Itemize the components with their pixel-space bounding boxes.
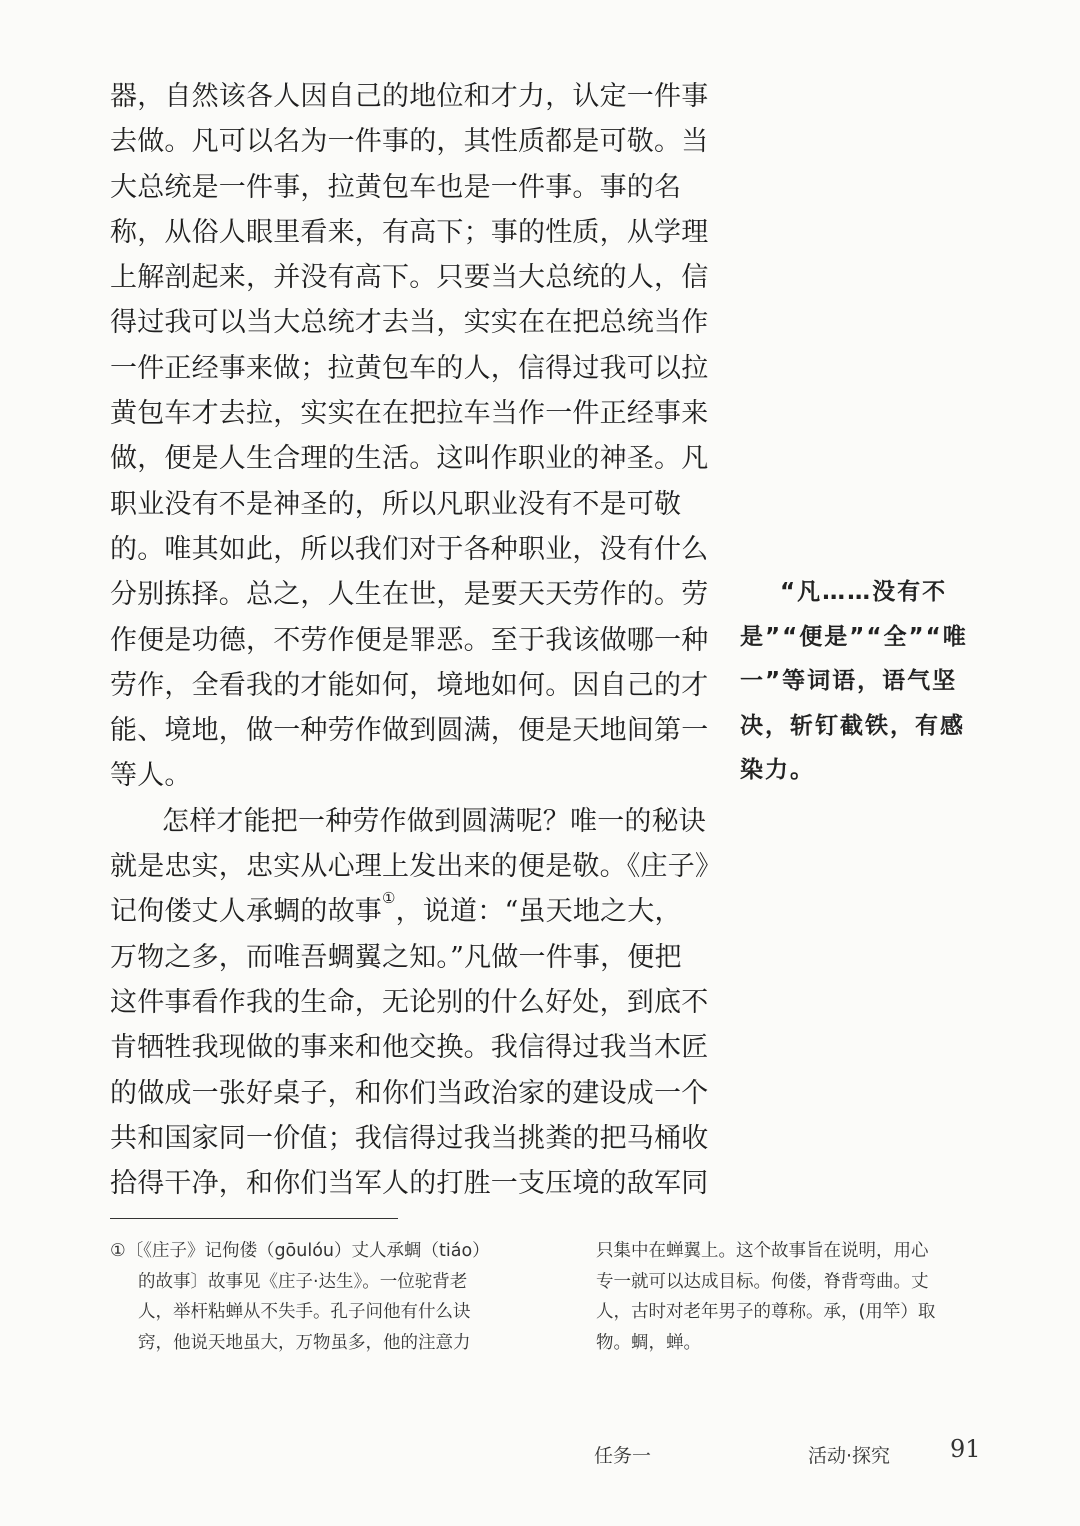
footnote-line: 人，举杆粘蝉从不失手。孔子问他有什么诀	[138, 1302, 471, 1322]
annotation-line: 决，斩钉截铁，有感	[740, 712, 965, 739]
text-line: 这件事看作我的生命，无论别的什么好处，到底不	[110, 986, 709, 1018]
annotation-line: 染力。	[740, 757, 815, 783]
text-line: 做，便是人生合理的生活。这叫作职业的神圣。凡	[110, 443, 709, 475]
text-line: 的。唯其如此，所以我们对于各种职业，没有什么	[110, 533, 709, 565]
text-line: 大总统是一件事，拉黄包车也是一件事。事的名	[110, 171, 682, 203]
footnote-right-column	[596, 1236, 976, 1358]
footnote-line: ①〔《庄子》记佝偻（gōulóu）丈人承蜩（tiáo）	[110, 1241, 490, 1261]
text-line-with-footnote	[110, 889, 682, 934]
footnote-line: 物。蜩，蝉。	[596, 1332, 701, 1353]
footer-task-label: 任务一	[594, 1445, 652, 1467]
text-line: 黄包车才去拉，实实在在把拉车当作一件正经事来	[110, 398, 709, 430]
text-line: 共和国家同一价值；我信得过我当挑粪的把马桶收	[110, 1122, 709, 1154]
footnote-divider	[110, 1218, 398, 1219]
footnote-left-column	[110, 1236, 530, 1358]
text-line: 一件正经事来做；拉黄包车的人，信得过我可以拉	[110, 352, 709, 384]
footnote-line: 窍，他说天地虽大，万物虽多，他的注意力	[138, 1332, 471, 1353]
text-line: 拾得干净，和你们当军人的打胜一支压境的敌军同	[110, 1168, 709, 1200]
text-line: 就是忠实，忠实从心理上发出来的便是敬。《庄子》	[110, 851, 723, 883]
footnote-line: 人，古时对老年男子的尊称。承，(用竿）取	[596, 1302, 936, 1322]
text-line: 肯牺牲我现做的事来和他交换。我信得过我当木匠	[110, 1032, 709, 1064]
text-line: 的做成一张好桌子，和你们当政治家的建设成一个	[110, 1077, 709, 1109]
footnote-line: 只集中在蝉翼上。这个故事旨在说明，用心	[596, 1241, 929, 1261]
text-segment: ，说道：“虽天地之大，	[395, 896, 682, 928]
text-segment: 记佝偻丈人承蜩的故事	[110, 896, 382, 928]
text-line: 万物之多，而唯吾蜩翼之知。”凡做一件事，便把	[110, 941, 682, 973]
text-line: 作便是功德，不劳作便是罪恶。至于我该做哪一种	[110, 624, 709, 656]
paragraph-start-line: 怎样才能把一种劳作做到圆满呢？唯一的秘诀	[162, 805, 706, 837]
text-line: 等人。	[110, 760, 192, 792]
text-line: 去做。凡可以名为一件事的，其性质都是可敬。当	[110, 126, 709, 158]
annotation-line: 是”“便是”“全”“唯	[740, 623, 968, 650]
footnote-marker[interactable]: ①	[382, 889, 396, 908]
text-line: 称，从俗人眼里看来，有高下；事的性质，从学理	[110, 216, 709, 248]
text-line: 职业没有不是神圣的，所以凡职业没有不是可敬	[110, 488, 682, 520]
text-line: 劳作，全看我的才能如何，境地如何。因自己的才	[110, 669, 709, 701]
footnote-line: 专一就可以达成目标。佝偻，脊背弯曲。丈	[596, 1271, 929, 1292]
text-line: 能、境地，做一种劳作做到圆满，便是天地间第一	[110, 715, 709, 747]
main-text-block	[110, 74, 723, 1206]
text-line: 器，自然该各人因自己的地位和才力，认定一件事	[110, 81, 709, 112]
annotation-line: “凡……没有不	[780, 579, 948, 605]
annotation-line: 一”等词语，语气坚	[740, 668, 958, 694]
text-line: 分别拣择。总之，人生在世，是要天天劳作的。劳	[110, 579, 709, 611]
text-line: 上解剖起来，并没有高下。只要当大总统的人，信	[110, 262, 709, 294]
margin-annotation	[740, 570, 975, 793]
footer-section-label: 活动·探究	[808, 1445, 891, 1467]
page-number: 91	[950, 1435, 981, 1463]
page-footer	[0, 1437, 1080, 1473]
text-line: 得过我可以当大总统才去当，实实在在把总统当作	[110, 307, 709, 339]
footnote-line: 的故事〕故事见《庄子·达生》。一位驼背老	[138, 1271, 468, 1292]
